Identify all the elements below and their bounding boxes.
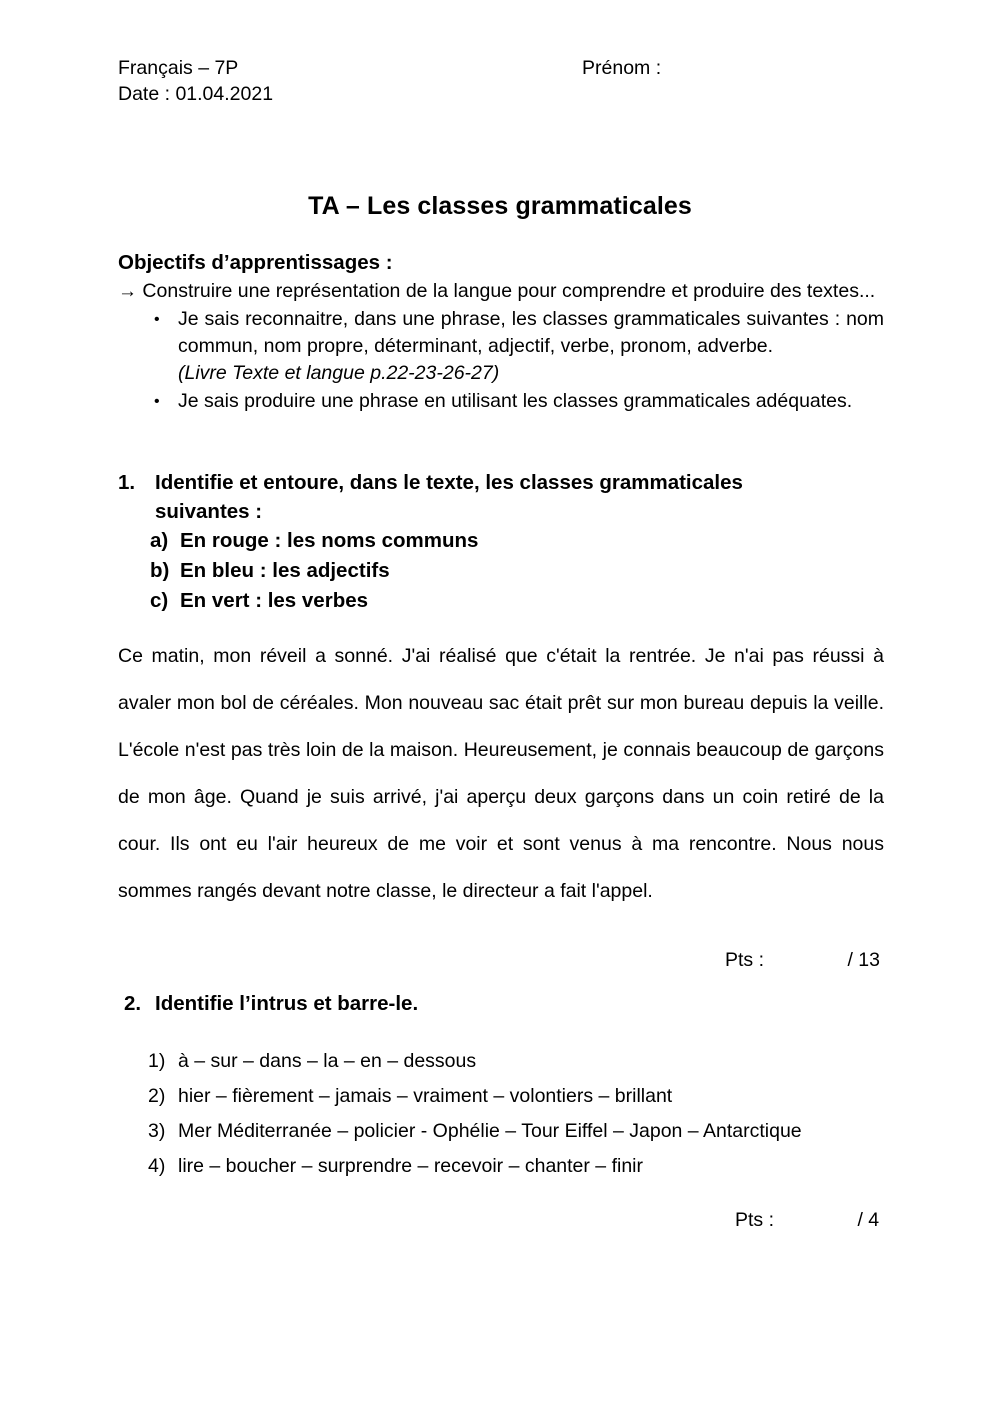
exercise-1-number: 1. xyxy=(118,471,136,494)
list-item xyxy=(110,586,885,616)
exercise-2-points xyxy=(735,1209,879,1232)
sub-item-text: En bleu : les adjectifs xyxy=(180,559,390,582)
objectives-heading: Objectifs d’apprentissages : xyxy=(118,251,393,274)
list-item xyxy=(118,306,884,387)
points-value: / 4 xyxy=(857,1209,880,1231)
sub-item-text: En rouge : les noms communs xyxy=(180,529,479,552)
item-text: lire – boucher – surprendre – recevoir – chanter – finir xyxy=(178,1155,643,1177)
points-value: / 13 xyxy=(847,949,880,971)
list-item xyxy=(110,556,885,586)
header-line-date xyxy=(118,81,888,107)
list-item xyxy=(116,1044,891,1079)
header-line-subject xyxy=(118,55,888,81)
exercise-2-instruction xyxy=(116,990,891,1018)
item-number: 1) xyxy=(148,1050,166,1072)
objectives-section xyxy=(118,250,884,415)
list-item xyxy=(116,1114,891,1149)
exercise-1 xyxy=(110,468,885,616)
list-item xyxy=(116,1149,891,1184)
objectives-list xyxy=(118,306,884,415)
exercise-2-list xyxy=(116,1044,891,1184)
exercise-1-sub-items xyxy=(110,526,885,616)
exercise-1-instruction-line2: suivantes : xyxy=(155,500,263,523)
bullet-icon: • xyxy=(154,311,160,328)
exercise-2-instruction-text: Identifie l’intrus et barre-le. xyxy=(155,992,419,1015)
exercise-1-instruction xyxy=(110,468,885,526)
item-number: 2) xyxy=(148,1085,166,1107)
sub-item-label: a) xyxy=(150,529,169,552)
exercise-1-story-text: Ce matin, mon réveil a sonné. J'ai réalisé que c'était la rentrée. Je n'ai pas réussi à avaler mon bol de céréales. Mon nouveau sac était prêt sur mon bureau depuis la veille. L'école n'est pas très loin de la maison. Heureusement, je connais beaucoup de garçons de mon âge. Quand je suis arrivé, j'ai aperçu deux garçons dans un coin retiré de la cour. Ils ont eu l'air heureux de me voir et sont venus à ma rencontre. Nous nous sommes rangés devant notre classe, le directeur a fait l'appel. xyxy=(118,645,884,902)
page-title: TA – Les classes grammaticales xyxy=(308,192,692,220)
date-label: Date : 01.04.2021 xyxy=(118,83,274,105)
sub-item-label: b) xyxy=(150,559,170,582)
exercise-1-instruction-line1: Identifie et entoure, dans le texte, les classes grammaticales xyxy=(155,471,743,494)
points-label: Pts : xyxy=(735,1209,775,1231)
points-label: Pts : xyxy=(725,949,765,971)
objective-source: (Livre Texte et langue p.22-23-26-27) xyxy=(178,362,500,384)
subject-label: Français – 7P xyxy=(118,57,239,79)
objectives-intro-text: Construire une représentation de la langue pour comprendre et produire des textes... xyxy=(142,280,876,302)
objective-text: Je sais reconnaitre, dans une phrase, les classes grammaticales suivantes : nom commun, nom propre, déterminant, adjectif, verbe, pronom, adverbe. xyxy=(178,308,884,357)
list-item xyxy=(118,388,884,415)
sub-item-label: c) xyxy=(150,589,169,612)
item-text: à – sur – dans – la – en – dessous xyxy=(178,1050,477,1072)
document-header xyxy=(118,55,888,107)
objective-text: Je sais produire une phrase en utilisant les classes grammaticales adéquates. xyxy=(178,390,853,412)
bullet-icon: • xyxy=(154,393,160,410)
exercise-2-number: 2. xyxy=(124,992,142,1015)
item-text: Mer Méditerranée – policier - Ophélie – Tour Eiffel – Japon – Antarctique xyxy=(178,1120,802,1142)
list-item xyxy=(110,526,885,556)
item-number: 4) xyxy=(148,1155,166,1177)
arrow-icon: → xyxy=(118,281,137,302)
student-name-label: Prénom : xyxy=(582,57,662,79)
item-text: hier – fièrement – jamais – vraiment – volontiers – brillant xyxy=(178,1085,673,1107)
exercise-2 xyxy=(116,990,891,1184)
list-item xyxy=(116,1079,891,1114)
exercise-1-points xyxy=(725,949,880,972)
sub-item-text: En vert : les verbes xyxy=(180,589,369,612)
item-number: 3) xyxy=(148,1120,166,1142)
objectives-intro xyxy=(118,278,884,305)
